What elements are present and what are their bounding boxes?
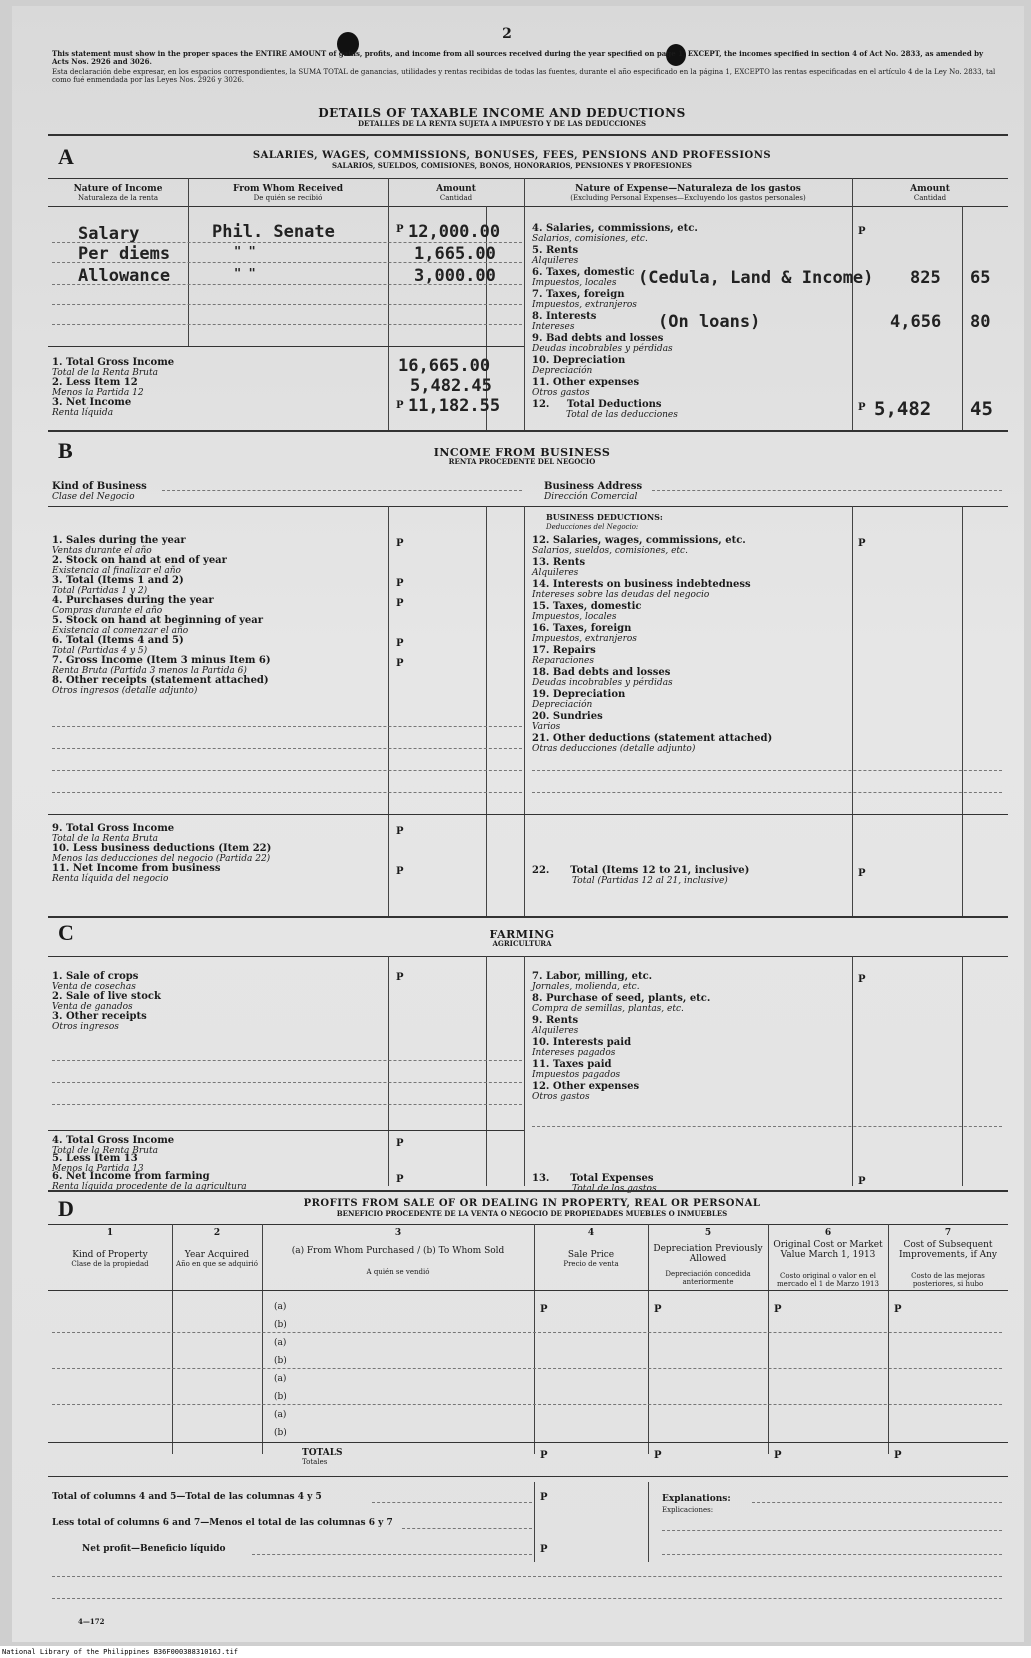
b-item-3: 3. Total (Items 1 and 2) Total (Partidas 1 y 2) bbox=[52, 575, 184, 596]
peso-sign: P bbox=[774, 1450, 782, 1461]
peso-sign: P bbox=[396, 638, 404, 649]
total-deductions-amount: 5,482 bbox=[874, 398, 932, 420]
c-item-4: 4. Total Gross Income Total de la Renta Bruta bbox=[52, 1135, 175, 1156]
c-item-1: 1. Sale of crops Venta de cosechas bbox=[52, 971, 139, 992]
peso-sign: P bbox=[858, 538, 866, 549]
d-row-b: (b) bbox=[274, 1428, 287, 1438]
b-item-17: 17. Repairs Reparaciones bbox=[532, 645, 596, 666]
peso-sign: P bbox=[894, 1304, 902, 1315]
b-item-21: 21. Other deductions (statement attached) Otras deducciones (detalle adjunto) bbox=[532, 733, 773, 754]
col-nature-header-es: Naturaleza de la renta bbox=[77, 194, 159, 202]
form-code: 4—172 bbox=[78, 1617, 105, 1626]
d-col-6-num: 6 bbox=[824, 1228, 832, 1238]
d-col-6-label-es: Costo original o valor en el mercado el 1 de Marzo 1913 bbox=[777, 1272, 879, 1288]
b-item-20: 20. Sundries Varios bbox=[532, 711, 603, 732]
b-item-15: 15. Taxes, domestic Impuestos, locales bbox=[532, 601, 642, 622]
d-col-3-num: 3 bbox=[394, 1228, 402, 1238]
expense-item-6: 6. Taxes, domestic Impuestos, locales bbox=[532, 267, 635, 288]
peso-sign: P bbox=[858, 402, 866, 413]
b-item-7: 7. Gross Income (Item 3 minus Item 6) Renta Bruta (Partida 3 menos la Partida 6) bbox=[52, 655, 271, 676]
c-item-6: 6. Net Income from farming Renta líquida procedente de la agricultura bbox=[52, 1171, 247, 1192]
business-deductions-head: BUSINESS DEDUCTIONS: Deducciones del Negocio: bbox=[546, 512, 663, 531]
peso-sign: P bbox=[396, 400, 404, 411]
taxes-cents: 65 bbox=[970, 268, 991, 288]
d-col-3-label: (a) From Whom Purchased / (b) To Whom Sold bbox=[291, 1246, 505, 1256]
d-line-1: Total of columns 4 and 5—Total de las columnas 4 y 5 bbox=[52, 1492, 322, 1502]
col-from-header: From Whom Received bbox=[232, 184, 344, 194]
b-item-11: 11. Net Income from business Renta líquida del negocio bbox=[52, 863, 221, 884]
c-item-8: 8. Purchase of seed, plants, etc. Compra de semillas, plantas, etc. bbox=[532, 993, 711, 1014]
section-c-title: FARMING bbox=[489, 928, 555, 941]
less-item-12-value: 5,482.45 bbox=[410, 376, 492, 396]
d-totals-label-es: Totales bbox=[302, 1458, 328, 1466]
b-item-4: 4. Purchases during the year Compras durante el año bbox=[52, 595, 214, 616]
b-item-5: 5. Stock on hand at beginning of year Existencia al comenzar el año bbox=[52, 615, 264, 636]
peso-sign: P bbox=[396, 658, 404, 669]
peso-sign: P bbox=[540, 1544, 548, 1555]
d-col-2-num: 2 bbox=[213, 1228, 221, 1238]
c-item-2: 2. Sale of live stock Venta de ganados bbox=[52, 991, 161, 1012]
page-number: 2 bbox=[502, 26, 512, 42]
income-from-2: " " bbox=[234, 244, 256, 258]
d-col-2-label: Year Acquired bbox=[184, 1250, 250, 1260]
c-item-13: 13. Total Expenses Total de los gastos bbox=[532, 1173, 657, 1194]
d-col-7-num: 7 bbox=[944, 1228, 952, 1238]
peso-sign: P bbox=[894, 1450, 902, 1461]
peso-sign: P bbox=[396, 224, 404, 235]
b-item-16: 16. Taxes, foreign Impuestos, extranjeros bbox=[532, 623, 637, 644]
intro-spanish: Esta declaración debe expresar, en los espacios correspondientes, la SUMA TOTAL de ganancias, utilidades y rentas recibidas de todas las fuentes, durante el año especificado en la página 1, EXCEPTO las rentas especificadas en el artículo 4 de la Ley No. 2833, tal como fué enmendada por las Leyes Nos. 2926 y 3026. bbox=[52, 68, 996, 84]
d-col-2-label-es: Año en que se adquirió bbox=[176, 1260, 258, 1268]
section-c-letter: C bbox=[58, 920, 74, 945]
explanations-label-es: Explicaciones: bbox=[662, 1506, 714, 1514]
d-line-2: Less total of columns 6 and 7—Menos el total de las columnas 6 y 7 bbox=[52, 1518, 393, 1528]
less-item-12: 2. Less Item 12 Menos la Partida 12 bbox=[52, 377, 144, 398]
peso-sign: P bbox=[858, 1176, 866, 1187]
total-deductions-cents: 45 bbox=[970, 398, 993, 420]
scan-footer: National Library of the Philippines B36F00038831016J.tif bbox=[0, 1646, 1031, 1658]
d-totals-label: TOTALS bbox=[302, 1448, 343, 1458]
business-address: Business Address Dirección Comercial bbox=[544, 481, 643, 502]
d-col-6-label: Original Cost or Market Value March 1, 1913 bbox=[773, 1240, 883, 1260]
expense-item-9: 9. Bad debts and losses Deudas incobrables y pérdidas bbox=[532, 333, 673, 354]
peso-sign: P bbox=[396, 598, 404, 609]
d-col-4-label-es: Precio de venta bbox=[563, 1260, 619, 1268]
b-item-22: 22. Total (Items 12 to 21, inclusive) Total (Partidas 12 al 21, inclusive) bbox=[532, 865, 750, 886]
peso-sign: P bbox=[540, 1492, 548, 1503]
b-item-9: 9. Total Gross Income Total de la Renta Bruta bbox=[52, 823, 175, 844]
d-row-a: (a) bbox=[274, 1338, 287, 1348]
d-row-a: (a) bbox=[274, 1410, 287, 1420]
d-row-b: (b) bbox=[274, 1392, 287, 1402]
c-item-5: 5. Less Item 13 Menos la Partida 13 bbox=[52, 1153, 144, 1174]
peso-sign: P bbox=[396, 972, 404, 983]
b-item-10: 10. Less business deductions (Item 22) Menos las deducciones del negocio (Partida 22) bbox=[52, 843, 272, 864]
b-item-6: 6. Total (Items 4 and 5) Total (Partidas 4 y 5) bbox=[52, 635, 184, 656]
peso-sign: P bbox=[654, 1450, 662, 1461]
expense-item-10: 10. Depreciation Depreciación bbox=[532, 355, 626, 376]
b-item-18: 18. Bad debts and losses Deudas incobrables y pérdidas bbox=[532, 667, 673, 688]
form-title: DETAILS OF TAXABLE INCOME AND DEDUCTIONS bbox=[318, 106, 686, 120]
form-title-es: DETALLES DE LA RENTA SUJETA A IMPUESTO Y DE LAS DEDUCCIONES bbox=[357, 119, 647, 128]
income-amount-1: 12,000.00 bbox=[408, 222, 501, 242]
section-b-letter: B bbox=[58, 438, 73, 463]
peso-sign: P bbox=[858, 868, 866, 879]
c-item-11: 11. Taxes paid Impuestos pagados bbox=[532, 1059, 621, 1080]
col-expense-header: Nature of Expense—Naturaleza de los gastos bbox=[575, 184, 801, 194]
c-item-7: 7. Labor, milling, etc. Jornales, molienda, etc. bbox=[532, 971, 653, 992]
interest-cents: 80 bbox=[970, 312, 991, 332]
expense-item-11: 11. Other expenses Otros gastos bbox=[532, 377, 640, 398]
d-col-7-label-es: Costo de las mejoras posteriores, si hubo bbox=[911, 1272, 985, 1288]
col-amount-header-es: Cantidad bbox=[439, 194, 473, 202]
d-row-a: (a) bbox=[274, 1302, 287, 1312]
income-from-1: Phil. Senate bbox=[212, 222, 335, 242]
section-b-title: INCOME FROM BUSINESS bbox=[433, 446, 611, 459]
section-a-letter: A bbox=[58, 144, 74, 169]
d-col-1-label-es: Clase de la propiedad bbox=[71, 1260, 149, 1268]
section-d-letter: D bbox=[58, 1196, 74, 1221]
peso-sign: P bbox=[396, 826, 404, 837]
c-item-10: 10. Interests paid Intereses pagados bbox=[532, 1037, 632, 1058]
net-income: 3. Net Income Renta líquida bbox=[52, 397, 132, 418]
col-from-header-es: De quién se recibió bbox=[253, 194, 323, 202]
peso-sign: P bbox=[540, 1304, 548, 1315]
d-col-1-num: 1 bbox=[106, 1228, 114, 1238]
form-page bbox=[12, 6, 1024, 1642]
peso-sign: P bbox=[540, 1450, 548, 1461]
peso-sign: P bbox=[396, 866, 404, 877]
peso-sign: P bbox=[654, 1304, 662, 1315]
col-nature-header: Nature of Income bbox=[73, 184, 163, 194]
d-col-5-label-es: Depreciación concedida anteriormente bbox=[665, 1270, 751, 1286]
expense-item-5: 5. Rents Alquileres bbox=[532, 245, 579, 266]
income-nature-2: Per diems bbox=[78, 244, 171, 264]
peso-sign: P bbox=[396, 578, 404, 589]
section-d-title-es: BENEFICIO PROCEDENTE DE LA VENTA O NEGOCIO DE PROPIEDADES MUEBLES O INMUEBLES bbox=[336, 1209, 728, 1218]
d-row-b: (b) bbox=[274, 1356, 287, 1366]
d-col-3-label-es: A quién se vendió bbox=[366, 1268, 430, 1276]
b-item-8: 8. Other receipts (statement attached) Otros ingresos (detalle adjunto) bbox=[52, 675, 269, 696]
income-from-3: " " bbox=[234, 266, 256, 280]
peso-sign: P bbox=[396, 1174, 404, 1185]
peso-sign: P bbox=[858, 974, 866, 985]
expense-item-8: 8. Interests Intereses bbox=[532, 311, 597, 332]
c-item-12: 12. Other expenses Otros gastos bbox=[532, 1081, 640, 1102]
d-line-3: Net profit—Beneficio líquido bbox=[82, 1544, 226, 1554]
b-item-2: 2. Stock on hand at end of year Existencia al finalizar el año bbox=[52, 555, 227, 576]
income-amount-3: 3,000.00 bbox=[414, 266, 496, 286]
taxes-note: (Cedula, Land & Income) bbox=[638, 268, 874, 288]
c-item-9: 9. Rents Alquileres bbox=[532, 1015, 579, 1036]
section-d-title: PROFITS FROM SALE OF OR DEALING IN PROPERTY, REAL OR PERSONAL bbox=[303, 1198, 761, 1209]
section-c-title-es: AGRICULTURA bbox=[492, 939, 552, 948]
b-item-1: 1. Sales during the year Ventas durante el año bbox=[52, 535, 186, 556]
d-row-a: (a) bbox=[274, 1374, 287, 1384]
total-gross-income: 1. Total Gross Income Total de la Renta Bruta bbox=[52, 357, 175, 378]
peso-sign: P bbox=[396, 1138, 404, 1149]
income-amount-2: 1,665.00 bbox=[414, 244, 496, 264]
d-col-4-label: Sale Price bbox=[567, 1250, 615, 1260]
net-income-value: 11,182.55 bbox=[408, 396, 501, 416]
total-gross-value: 16,665.00 bbox=[398, 356, 491, 376]
intro-english: This statement must show in the proper spaces the ENTIRE AMOUNT of gains, profits, and income from all sources received during the year specified on page 1, EXCEPT, the incomes specified in section 4 of Act No. 2833, as amended by Acts Nos. 2926 and 3026. bbox=[52, 49, 984, 66]
taxes-amount: 825 bbox=[910, 268, 941, 288]
expense-item-4: 4. Salaries, commissions, etc. Salarios, comisiones, etc. bbox=[532, 223, 698, 244]
interest-note: (On loans) bbox=[658, 312, 761, 332]
b-item-12: 12. Salaries, wages, commissions, etc. Salarios, sueldos, comisiones, etc. bbox=[532, 535, 746, 556]
peso-sign: P bbox=[774, 1304, 782, 1315]
peso-sign: P bbox=[858, 226, 866, 237]
peso-sign: P bbox=[396, 538, 404, 549]
d-col-5-num: 5 bbox=[704, 1228, 712, 1238]
d-col-1-label: Kind of Property bbox=[72, 1250, 148, 1260]
explanations-label: Explanations: bbox=[662, 1494, 731, 1504]
d-col-7-label: Cost of Subsequent Improvements, if Any bbox=[898, 1240, 998, 1260]
col-expense-subheader: (Excluding Personal Expenses—Excluyendo los gastos personales) bbox=[570, 194, 806, 202]
b-item-14: 14. Interests on business indebtedness Intereses sobre las deudas del negocio bbox=[532, 579, 751, 600]
kind-of-business: Kind of Business Clase del Negocio bbox=[52, 481, 147, 502]
b-item-19: 19. Depreciation Depreciación bbox=[532, 689, 626, 710]
d-col-5-label: Depreciation Previously Allowed bbox=[653, 1244, 763, 1264]
c-item-3: 3. Other receipts Otros ingresos bbox=[52, 1011, 147, 1032]
expense-item-7: 7. Taxes, foreign Impuestos, extranjeros bbox=[532, 289, 637, 310]
d-row-b: (b) bbox=[274, 1320, 287, 1330]
total-deductions-label: 12. Total Deductions Total de las deducciones bbox=[532, 399, 678, 420]
col-amount2-header: Amount bbox=[910, 184, 950, 194]
section-a-title-es: SALARIOS, SUELDOS, COMISIONES, BONOS, HONORARIOS, PENSIONES Y PROFESIONES bbox=[332, 161, 692, 170]
col-amount2-header-es: Cantidad bbox=[913, 194, 947, 202]
section-a-title: SALARIES, WAGES, COMMISSIONS, BONUSES, FEES, PENSIONS AND PROFESSIONS bbox=[252, 150, 772, 161]
d-col-4-num: 4 bbox=[587, 1228, 595, 1238]
col-amount-header: Amount bbox=[436, 184, 476, 194]
income-nature-1: Salary bbox=[78, 224, 140, 244]
b-item-13: 13. Rents Alquileres bbox=[532, 557, 586, 578]
section-b-title-es: RENTA PROCEDENTE DEL NEGOCIO bbox=[448, 457, 596, 466]
interest-amount: 4,656 bbox=[890, 312, 942, 332]
income-nature-3: Allowance bbox=[78, 266, 171, 286]
